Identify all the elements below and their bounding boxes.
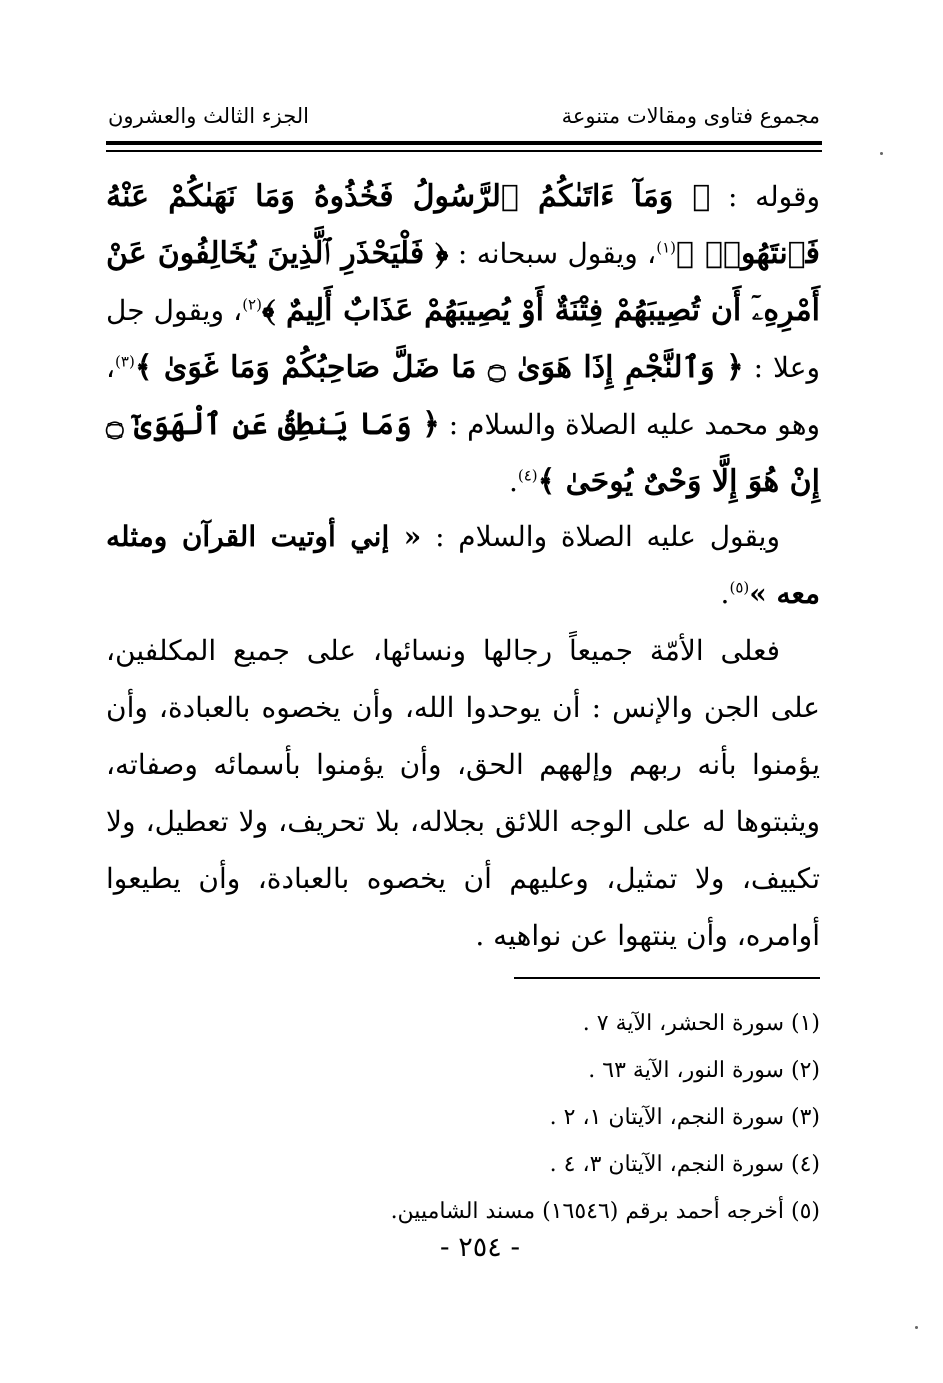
- running-header: [108, 88, 820, 128]
- citation-lead: وقوله :: [728, 180, 820, 213]
- punctuation: ،: [106, 351, 116, 384]
- page-number: - ٢٥٤ -: [439, 1232, 521, 1263]
- quran-verse: ﴿ وَمَآ ءَاتَىٰكُمُ ٱلرَّسُولُ فَخُذُوهُ وَمَا نَهَىٰكُمْ عَنْهُ فَٱنتَهُوا۟ ﴾: [106, 179, 821, 271]
- footnotes: [106, 1000, 820, 1235]
- citation-lead: ويقول سبحانه :: [457, 237, 638, 270]
- paragraph-hadith: [106, 508, 820, 622]
- hadith-text: « إني أوتيت القرآن ومثله معه »: [106, 520, 820, 610]
- book-title: مجموع فتاوى ومقالات متنوعة: [561, 104, 820, 128]
- footnote-separator: [514, 977, 820, 979]
- quran-verse: ﴿ وَٱلنَّجْمِ إِذَا هَوَىٰ ۝ مَا ضَلَّ صَاحِبُكُمْ وَمَا غَوَىٰ ﴾: [134, 350, 744, 385]
- header-rule-thick: [106, 141, 822, 145]
- footnote-item: (٢) سورة النور، الآية ٦٣ .: [588, 1058, 820, 1083]
- punctuation: .: [508, 465, 518, 498]
- scan-speck: [915, 1326, 918, 1329]
- footnote-ref: (٤): [517, 466, 538, 485]
- scan-speck: [880, 152, 883, 155]
- quran-verse: ﴿ وَمَا يَنطِقُ عَنِ ٱلْهَوَىٰٓ ۝ إِنْ هُوَ إِلَّا وَحْىٌ يُوحَىٰ ﴾: [106, 407, 820, 499]
- paragraph-quran-citations: [106, 168, 820, 510]
- volume-label: الجزء الثالث والعشرون: [108, 104, 309, 128]
- footnote-ref: (٢): [242, 295, 262, 314]
- footnote-ref: (٣): [115, 352, 135, 371]
- paragraph-obligations: [106, 622, 820, 964]
- paragraph-text: فعلى الأمّة جميعاً رجالها ونسائها، على جميع المكلفين، على الجن والإنس : أن يوحدوا الله، وأن يخصوه بالعبادة، وأن يؤمنوا بأنه ربهم وإلههم الحق، وأن يؤمنوا بأسمائه وصفاته، ويثبتوها له على الوجه اللائق بجلاله، بلا تحريف، ولا تعطيل، ولا تكييف، ولا تمثيل، وعليهم أن يخصوه بالعبادة، وأن يطيعوا أوامره، وأن ينتهوا عن نواهيه .: [106, 634, 820, 952]
- footnote-item: (١) سورة الحشر، الآية ٧ .: [582, 1011, 820, 1036]
- header-rule-thin: [106, 150, 822, 152]
- citation-lead: ويقول جل وعلا :: [106, 294, 820, 384]
- footnote-ref: (١): [656, 238, 676, 257]
- punctuation: .: [720, 577, 730, 610]
- punctuation: ،: [233, 294, 243, 327]
- footnote-ref: (٥): [729, 578, 750, 597]
- footnote-item: (٥) أخرجه أحمد برقم (١٦٥٤٦) مسند الشاميين.: [390, 1199, 820, 1224]
- footnote-item: (٤) سورة النجم، الآيتان ٣، ٤ .: [549, 1152, 820, 1177]
- hadith-lead: ويقول عليه الصلاة والسلام :: [435, 520, 780, 553]
- quran-verse: ﴿ فَلْيَحْذَرِ ٱلَّذِينَ يُخَالِفُونَ عَنْ أَمْرِهِۦٓ أَن تُصِيبَهُمْ فِتْنَةٌ أَوْ يُصِيبَهُمْ عَذَابٌ أَلِيمٌ ﴾: [106, 236, 820, 328]
- punctuation: ،: [647, 237, 657, 270]
- citation-lead: وهو محمد عليه الصلاة والسلام :: [448, 408, 820, 441]
- footnote-item: (٣) سورة النجم، الآيتان ١، ٢ .: [549, 1105, 820, 1130]
